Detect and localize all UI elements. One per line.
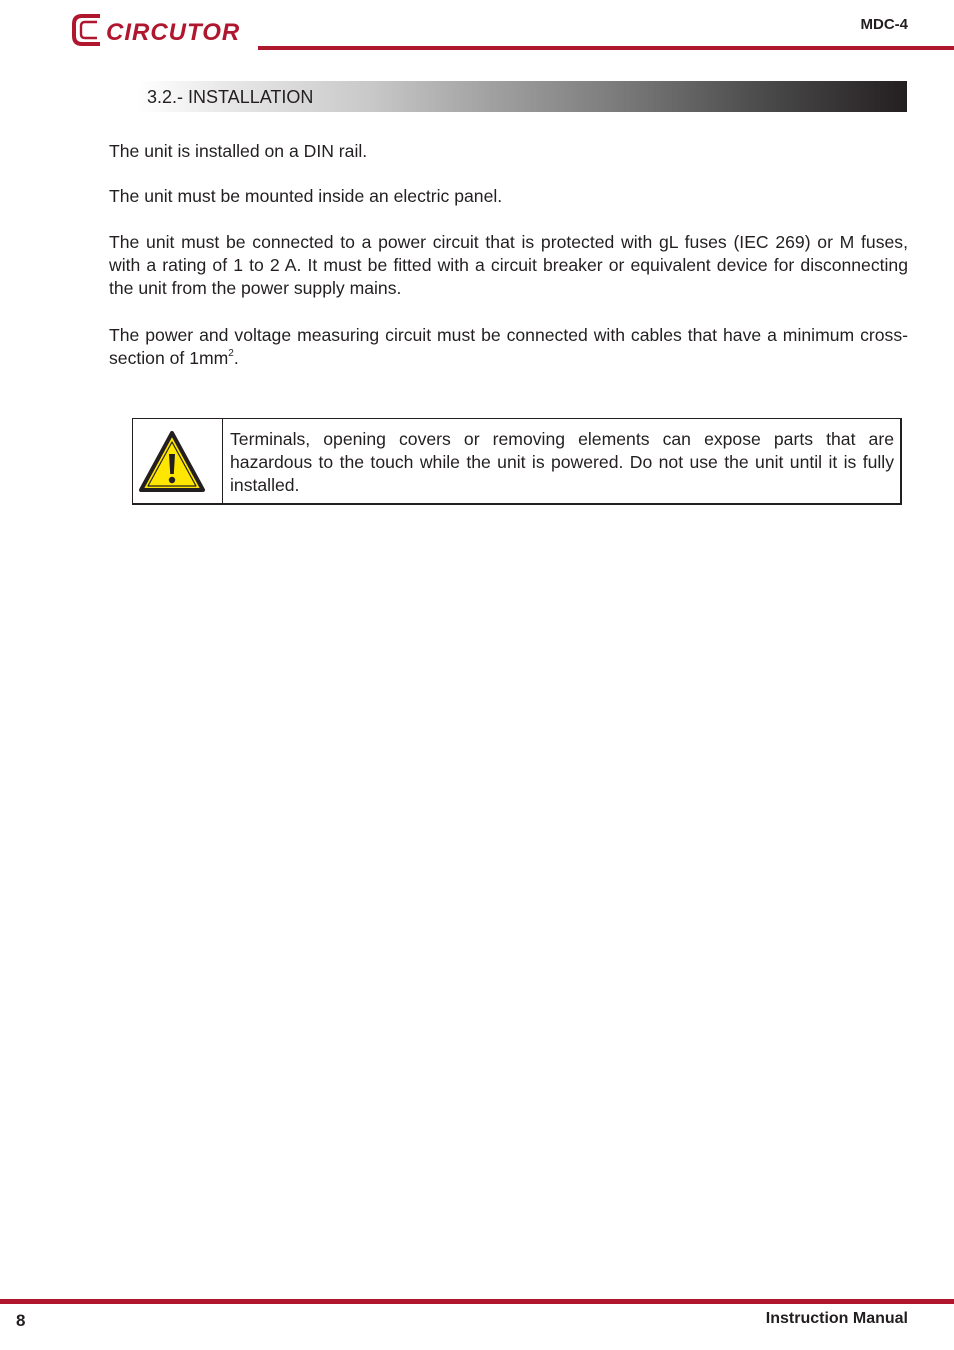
paragraph-electric-panel: The unit must be mounted inside an electric panel. [109, 186, 503, 206]
paragraph-cable-section [109, 324, 908, 370]
footer-label: Instruction Manual [765, 1310, 908, 1327]
svg-text:CIRCUTOR: CIRCUTOR [106, 19, 241, 46]
cable-section-end: . [233, 348, 239, 368]
warning-triangle-icon [138, 430, 206, 494]
product-name: MDC-4 [860, 16, 908, 33]
warning-box [132, 418, 902, 505]
paragraph-din-rail: The unit is installed on a DIN rail. [109, 141, 368, 161]
header-rule [258, 46, 954, 50]
circutor-logo [70, 10, 250, 48]
page-number: 8 [16, 1311, 26, 1330]
superscript-2: 2 [228, 348, 234, 359]
warning-text: Terminals, opening covers or removing elements can expose parts that are hazardous to the touch while the unit is powered. Do not use the unit until it is fully installed. [230, 429, 894, 495]
warning-icon-cell [133, 419, 223, 503]
section-heading-bar [137, 81, 907, 112]
footer-rule [0, 1299, 954, 1304]
cable-section-text: The power and voltage measuring circuit must be connected with cables that have a minimum cross-section of 1mm [109, 325, 908, 368]
paragraph-power-circuit: The unit must be connected to a power circuit that is protected with gL fuses (IEC 269) or M fuses, with a rating of 1 to 2 A. It must be fitted with a circuit breaker or equivalent device for disconnecting the unit from the power supply mains. [109, 232, 908, 298]
section-title: 3.2.- INSTALLATION [147, 87, 314, 107]
